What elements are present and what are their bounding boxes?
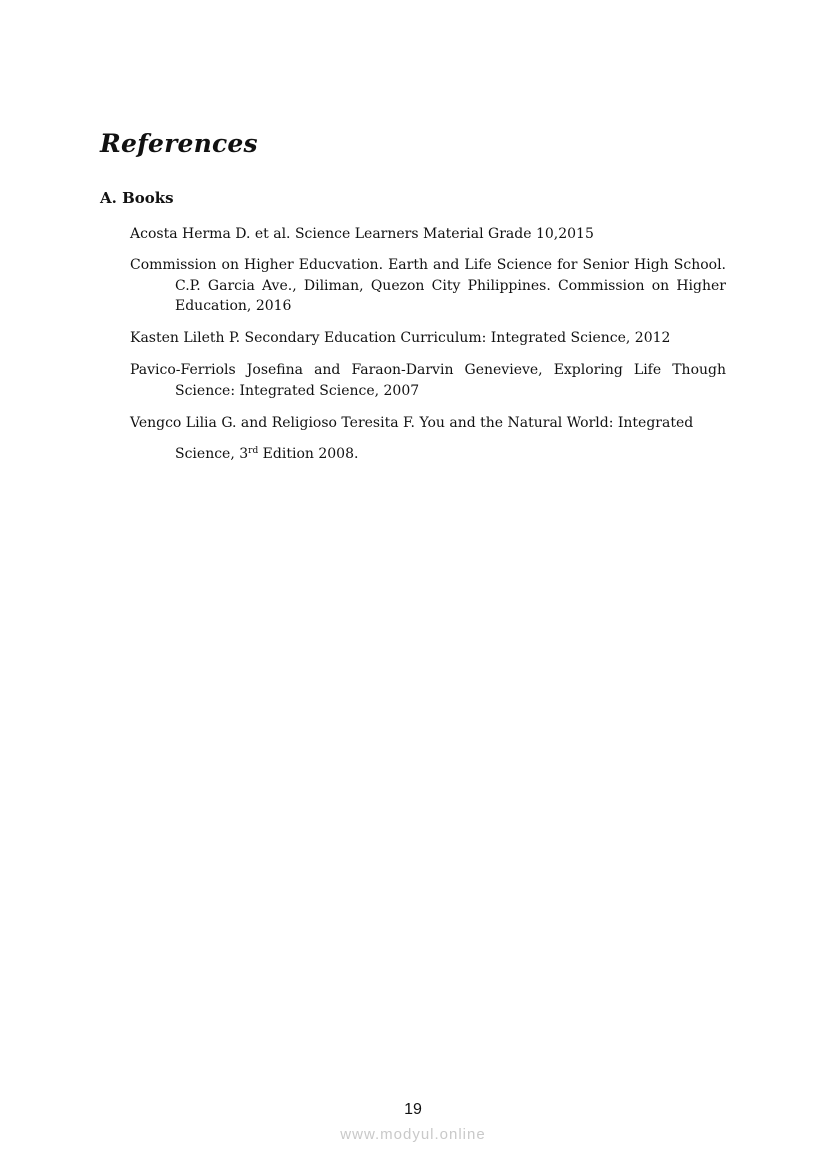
- ordinal-superscript: rd: [248, 446, 259, 456]
- reference-continuation-edition: Edition 2008.: [258, 446, 359, 462]
- reference-item-pavico-ferriols: Pavico-Ferriols Josefina and Faraon-Darvin Genevieve, Exploring Life Though Science: Integrated Science, 2007: [130, 362, 726, 399]
- page-title: References: [100, 129, 258, 158]
- watermark: www.modyul.online: [340, 1126, 486, 1143]
- reference-item-acosta: Acosta Herma D. et al. Science Learners Material Grade 10,2015: [130, 226, 594, 242]
- reference-item-vengco: Vengco Lilia G. and Religioso Teresita F. You and the Natural World: Integrated: [130, 415, 694, 431]
- reference-continuation-text: Science, 3: [175, 446, 249, 462]
- reference-item-kasten: Kasten Lileth P. Secondary Education Curriculum: Integrated Science, 2012: [130, 330, 671, 346]
- page-number: 19: [404, 1101, 422, 1118]
- reference-item-commission: Commission on Higher Educvation. Earth and Life Science for Senior High School. C.P. Garcia Ave., Diliman, Quezon City Philippines. Commission on Higher Education, 2016: [130, 257, 726, 314]
- reference-item-vengco-continuation: [175, 444, 358, 465]
- section-heading-books: A. Books: [100, 189, 174, 207]
